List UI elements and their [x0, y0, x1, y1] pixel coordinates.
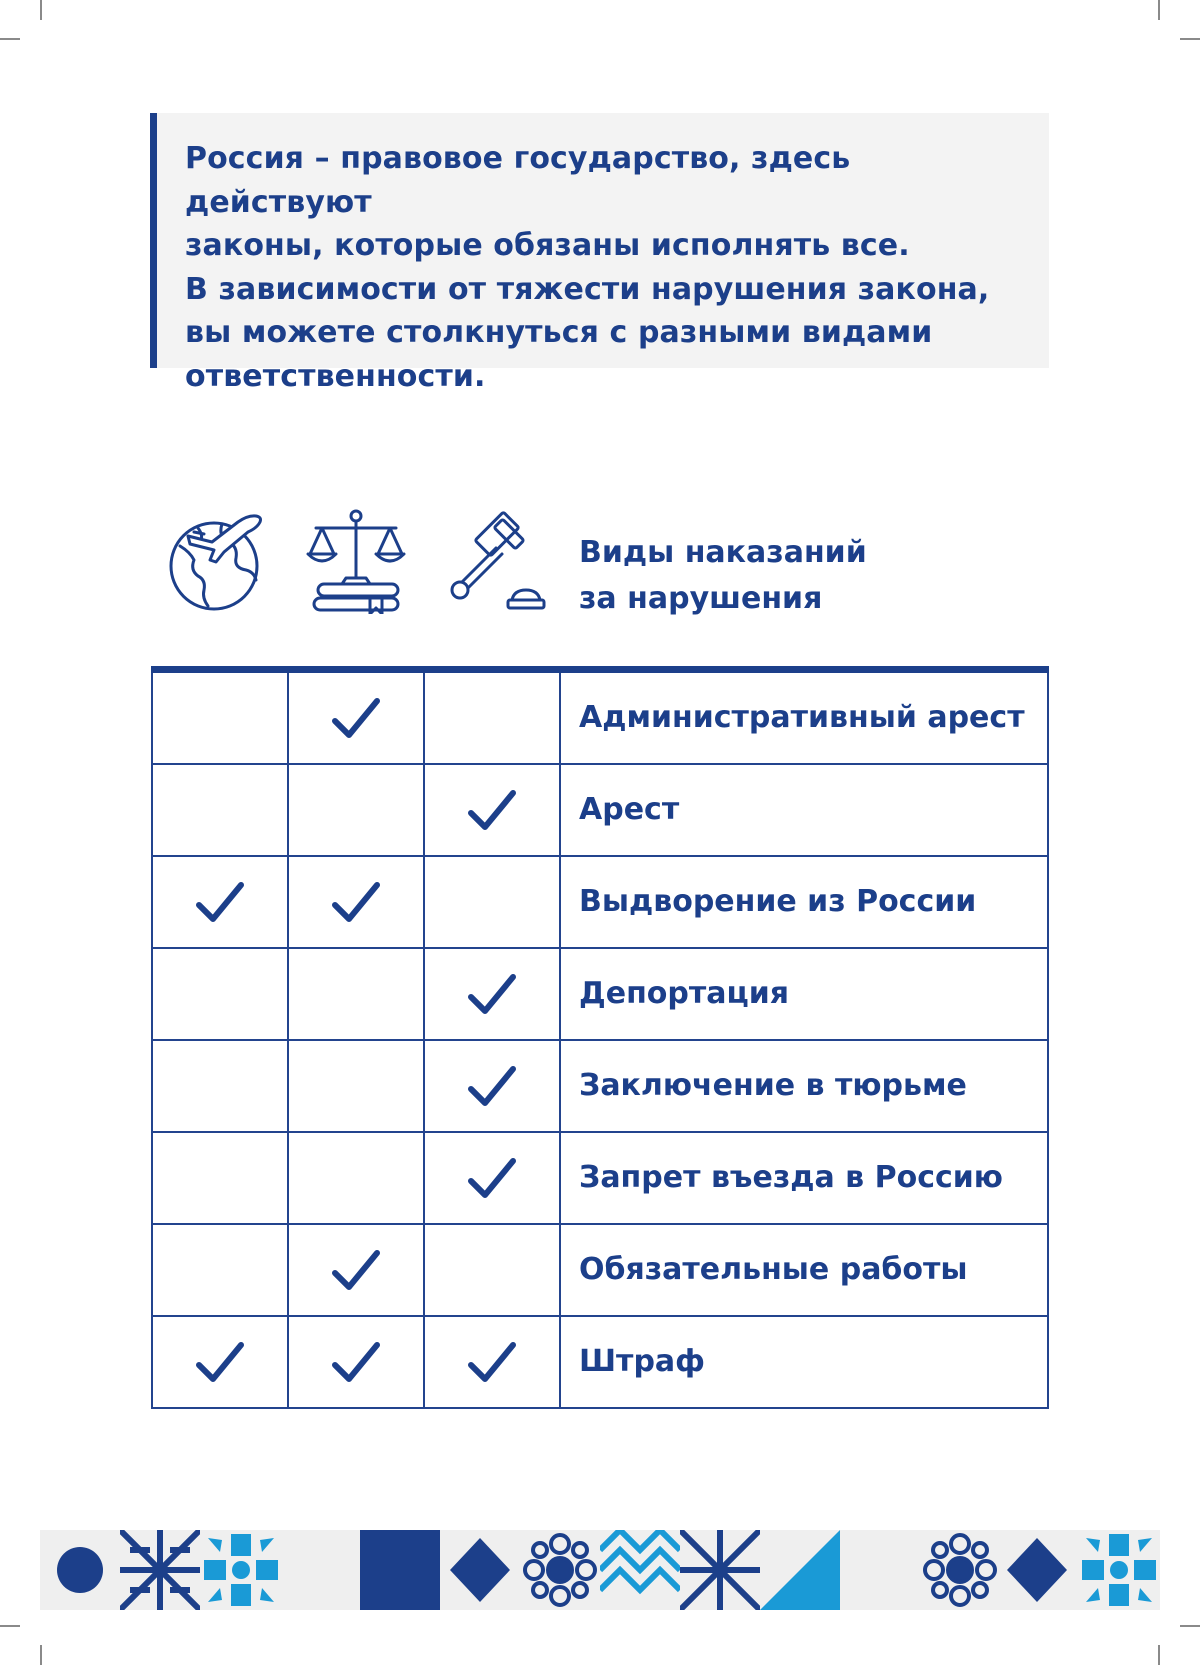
penalty-label: Административный арест	[560, 670, 1048, 765]
intro-callout	[150, 113, 1049, 394]
check-cell	[424, 1132, 560, 1224]
penalties-table	[151, 666, 1049, 1409]
check-cell	[288, 856, 424, 948]
intro-line: законы, которые обязаны исполнять все.	[185, 228, 910, 263]
square-ornament-icon	[360, 1530, 440, 1610]
check-cell	[424, 1040, 560, 1132]
table-row	[152, 1316, 1048, 1408]
check-cell	[152, 1224, 288, 1316]
crop-mark	[0, 1625, 20, 1627]
penalties-table-body	[152, 670, 1048, 1409]
check-mark-icon	[467, 1155, 517, 1201]
heading-line: Виды наказаний	[579, 535, 867, 570]
cross-ornament-icon	[200, 1530, 282, 1610]
check-mark-icon	[331, 1339, 381, 1385]
diamond-ornament-icon	[1005, 1530, 1069, 1610]
check-mark-icon	[467, 787, 517, 833]
lattice-ornament-icon	[680, 1530, 760, 1610]
penalty-label: Заключение в тюрьме	[560, 1040, 1048, 1132]
crop-mark	[1180, 1625, 1200, 1627]
ornament-strip	[40, 1530, 1160, 1610]
penalty-label: Запрет въезда в Россию	[560, 1132, 1048, 1224]
check-mark-icon	[467, 1339, 517, 1385]
crop-mark	[0, 38, 20, 40]
flower-ornament-icon	[520, 1530, 600, 1610]
globe-airplane-icon	[168, 508, 272, 614]
table-row	[152, 670, 1048, 765]
check-cell	[288, 764, 424, 856]
check-mark-icon	[467, 1063, 517, 1109]
check-cell	[424, 1224, 560, 1316]
check-mark-icon	[467, 971, 517, 1017]
check-cell	[152, 670, 288, 765]
diamond-ornament-icon	[448, 1530, 512, 1610]
check-mark-icon	[195, 1339, 245, 1385]
check-cell	[288, 948, 424, 1040]
table-row	[152, 948, 1048, 1040]
check-cell	[288, 1316, 424, 1408]
lattice-ornament-icon	[120, 1530, 200, 1610]
penalty-label: Депортация	[560, 948, 1048, 1040]
check-cell	[424, 948, 560, 1040]
check-cell	[424, 764, 560, 856]
intro-line: Россия – правовое государство, здесь действуют	[185, 141, 851, 220]
intro-line: ответственности.	[185, 358, 486, 394]
penalty-label: Выдворение из России	[560, 856, 1048, 948]
cross-ornament-icon	[1078, 1530, 1160, 1610]
intro-line: вы можете столкнуться с разными видами	[185, 315, 933, 350]
icon-row	[168, 508, 558, 618]
check-cell	[152, 856, 288, 948]
crop-mark	[1180, 38, 1200, 40]
table-row	[152, 1132, 1048, 1224]
check-cell	[152, 1040, 288, 1132]
circle-ornament-icon	[55, 1530, 105, 1610]
penalty-label: Обязательные работы	[560, 1224, 1048, 1316]
check-cell	[152, 948, 288, 1040]
check-cell	[424, 856, 560, 948]
triangle-ornament-icon	[760, 1530, 840, 1610]
check-mark-icon	[195, 879, 245, 925]
flower-ornament-icon	[920, 1530, 1000, 1610]
table-row	[152, 1040, 1048, 1132]
crop-mark	[40, 1645, 42, 1665]
check-cell	[288, 1040, 424, 1132]
heading-line: за нарушения	[579, 581, 823, 616]
check-cell	[152, 764, 288, 856]
check-mark-icon	[331, 879, 381, 925]
intro-line: В зависимости от тяжести нарушения закона,	[185, 271, 990, 307]
check-cell	[288, 670, 424, 765]
section-heading	[579, 530, 867, 622]
check-cell	[152, 1132, 288, 1224]
check-mark-icon	[331, 1247, 381, 1293]
check-cell	[424, 670, 560, 765]
scales-books-icon	[306, 508, 406, 614]
table-row	[152, 1224, 1048, 1316]
penalty-label: Штраф	[560, 1316, 1048, 1408]
check-cell	[288, 1132, 424, 1224]
table-row	[152, 764, 1048, 856]
crop-mark	[40, 0, 42, 20]
zigzag-ornament-icon	[600, 1530, 680, 1610]
check-cell	[288, 1224, 424, 1316]
gavel-icon	[446, 508, 550, 614]
check-cell	[424, 1316, 560, 1408]
check-cell	[152, 1316, 288, 1408]
crop-mark	[1158, 1645, 1160, 1665]
crop-mark	[1158, 0, 1160, 20]
table-row	[152, 856, 1048, 948]
penalty-label: Арест	[560, 764, 1048, 856]
check-mark-icon	[331, 695, 381, 741]
